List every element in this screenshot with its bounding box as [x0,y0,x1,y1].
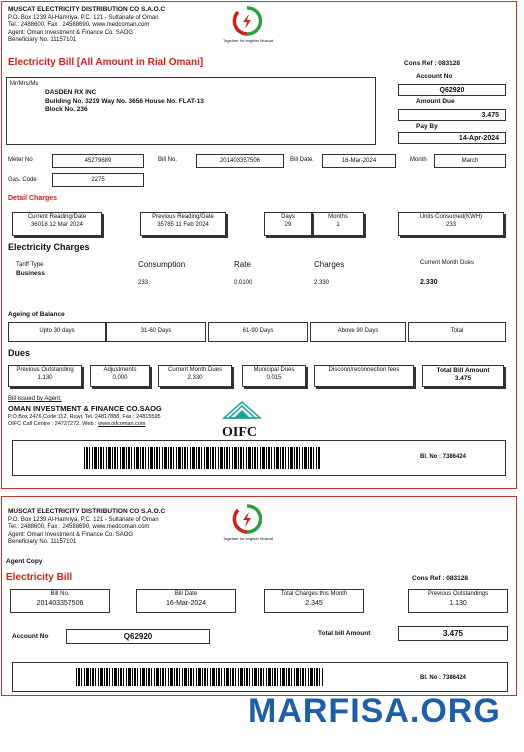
copy-total-charges-value: 2.345 [305,599,323,607]
months-label: Months [328,214,348,220]
account-no-value: Q62920 [398,84,506,96]
dues-previous-outstanding [8,365,82,387]
customer-name: DASDEN RX INC [45,88,97,96]
company-address: P.O. Box 1239 Al-Hamriya, P.C. 121 - Sultanate of Oman [8,14,159,21]
dues-label: Total Bill Amount [436,367,490,374]
copy-bl-no: Bl. No : 7386424 [420,675,467,681]
copy-prev-out-box [408,589,508,613]
copy-account-no-value: Q62920 [66,629,210,644]
oifc-logo-text: OIFC [222,425,257,440]
ageing-col-2: 61-90 Days [208,322,308,342]
medc-logo-icon [232,6,262,36]
tariff-value: Business [16,270,45,277]
dues-label: Previous Outstanding [16,367,74,373]
units-value: 233 [445,221,456,228]
dues-label: Adjustments [103,367,137,373]
previous-reading-box [140,212,226,236]
dues-total [422,365,504,387]
agent-copy-label: Agent Copy [6,558,43,565]
customer-address-1: Building No. 3219 Way No. 3656 House No. FLAT-13 [45,97,204,105]
agent-address: P.O.Box 2476,Code:112, Ruwi, Tel.:24817888, Fax : 24815595 [8,413,161,420]
copy-total-charges-label: Total Charges this Month [280,591,348,597]
copy-bill-date-value: 16-Mar-2024 [165,599,207,607]
copy-company-tagline: Together for brighter Muscat [222,536,274,541]
meter-no-label: Meter No [8,157,33,163]
agent-name: OMAN INVESTMENT & FINANCE CO.SAOG [8,403,162,413]
dues-value: 3.475 [454,375,472,383]
amount-due-value: 3.475 [398,109,506,121]
dues-adjustments [90,365,150,387]
dues-value: 1.130 [37,374,53,381]
copy-account-no-label: Account No [12,633,49,640]
copy-total-charges-box [264,589,364,613]
electricity-charges-title: Electricity Charges [8,242,90,252]
copy-bill-no-box [10,589,110,613]
cons-ref: Cons Ref : 083128 [404,60,460,67]
ageing-col-1: 31-60 Days [106,322,206,342]
charges-value: 2.330 [314,280,330,286]
charges-label: Charges [314,260,345,269]
rate-value: 0.0100 [234,280,253,286]
copy-company-agent: Agent: Oman Investment & Finance Co. SAOG [8,531,134,538]
months-box [312,212,364,236]
consumption-label: Consumption [138,260,186,269]
customer-label: Mr/Mrs/Ms [10,81,39,87]
customer-address-2: Block No. 236 [45,106,88,114]
amount-due-label: Amount Due [416,98,455,105]
ageing-col-3: Above 90 Days [310,322,406,342]
dues-current-month [158,365,232,387]
copy-company-header [8,508,228,547]
copy-company-beneficiary: Beneficiary No. 11157101 [8,539,77,545]
dues-value: 2.330 [187,374,203,381]
oifc-logo-icon [222,400,262,426]
agent-call: OIFC Call Centre : 24727272. Web : [8,420,99,427]
pay-by-value: 14-Apr-2024 [398,132,506,144]
copy-company-name: MUSCAT ELECTRICITY DISTRIBUTION CO S.A.O.C [8,508,166,515]
company-name: MUSCAT ELECTRICITY DISTRIBUTION CO S.A.O.C [8,6,166,13]
current-reading-label: Current Reading/Date [27,214,87,220]
units-label: Units Consumed(KWH) [419,214,483,220]
account-no-label: Account No [416,73,453,80]
company-agent: Agent: Oman Investment & Finance Co. SAOG [8,29,134,36]
dues-label: Municipal Dues [253,367,295,373]
copy-bill-date-box [136,589,236,613]
dues-municipal [242,365,306,387]
days-value: 29 [284,221,292,228]
copy-company-contact: Tel.: 2488600, Fax : 24588690, www.medcoman.com [8,524,150,530]
copy-prev-out-label: Previous Outstandings [427,591,489,597]
current-month-dues-value: 2.330 [420,279,438,286]
customer-box [6,77,376,145]
bill-no-label: Bill No. [158,157,178,163]
dues-value: 0.015 [266,374,282,381]
dues-title: Dues [8,348,31,358]
ageing-title: Ageing of Balance [8,311,65,318]
copy-total-bill-value: 3.475 [398,626,508,641]
copy-bill-no-value: 201403357506 [36,599,84,607]
copy-bill-date-label: Bill Date [174,591,198,597]
month-label: Month [410,157,427,163]
company-header [8,6,228,45]
company-contact: Tel.: 2488600, Fax : 24588690, www.medcoman.com [8,22,150,28]
watermark-text: MARFISA.ORG [248,692,501,730]
previous-reading-value: 35785 11 Feb 2024 [157,221,209,228]
units-box [398,212,504,236]
copy-bill-no-label: Bill No. [50,591,70,597]
bill-no-value: 201403357506 [196,154,284,168]
company-tagline: Together for brighter Muscat [222,38,274,43]
current-reading-value: 36018 12 Mar 2024 [30,221,84,228]
dues-disconnection [314,365,414,387]
copy-company-address: P.O. Box 1239 Al-Hamriya, P.C. 121 - Sultanate of Oman [8,516,159,523]
bill-date-label: Bill Date. [290,157,315,163]
previous-reading-label: Previous Reading/Date [152,214,214,220]
current-month-dues-label: Current Month Dues [420,260,475,266]
copy-barcode-icon [76,668,324,686]
bl-no: Bl. No : 7386424 [420,454,467,460]
barcode-icon [84,447,320,469]
tariff-label: Tariff Type [16,262,44,268]
days-box [264,212,312,236]
agent-block [8,396,238,428]
copy-cons-ref: Cons Ref : 083128 [412,575,468,582]
ageing-col-0: Upto 30 days [8,322,106,342]
issued-by: Bill issued by Agent: [8,396,62,402]
meter-no-value: 45279689 [52,154,144,168]
agent-web-link[interactable]: www.oifcoman.com [98,420,146,427]
dues-label: Current Month Dues [167,367,223,373]
dues-value: 0.000 [112,374,128,381]
detail-charges-title: Detail Charges [8,195,58,202]
consumption-value: 233 [138,280,149,286]
bill-title: Electricity Bill [All Amount in Rial Omani] [8,57,204,68]
copy-prev-out-value: 1.130 [449,599,467,607]
ageing-col-4: Total [408,322,506,342]
copy-medc-logo-icon [232,504,262,534]
copy-bill-title: Electricity Bill [6,572,73,583]
months-value: 1 [336,221,340,228]
pay-by-label: Pay By [416,123,438,130]
gas-code-value: 2275 [52,173,144,187]
days-label: Days [281,214,295,220]
dues-label: Disconn/reconnection fees [328,367,400,373]
gas-code-label: Gas. Code [8,177,37,183]
month-value: March [434,154,506,168]
current-reading-box [12,212,102,236]
company-beneficiary: Beneficiary No. 11157101 [8,37,77,43]
rate-label: Rate [234,260,251,269]
bill-date-value: 16-Mar-2024 [322,154,396,168]
copy-total-bill-label: Total bill Amount [318,630,371,637]
